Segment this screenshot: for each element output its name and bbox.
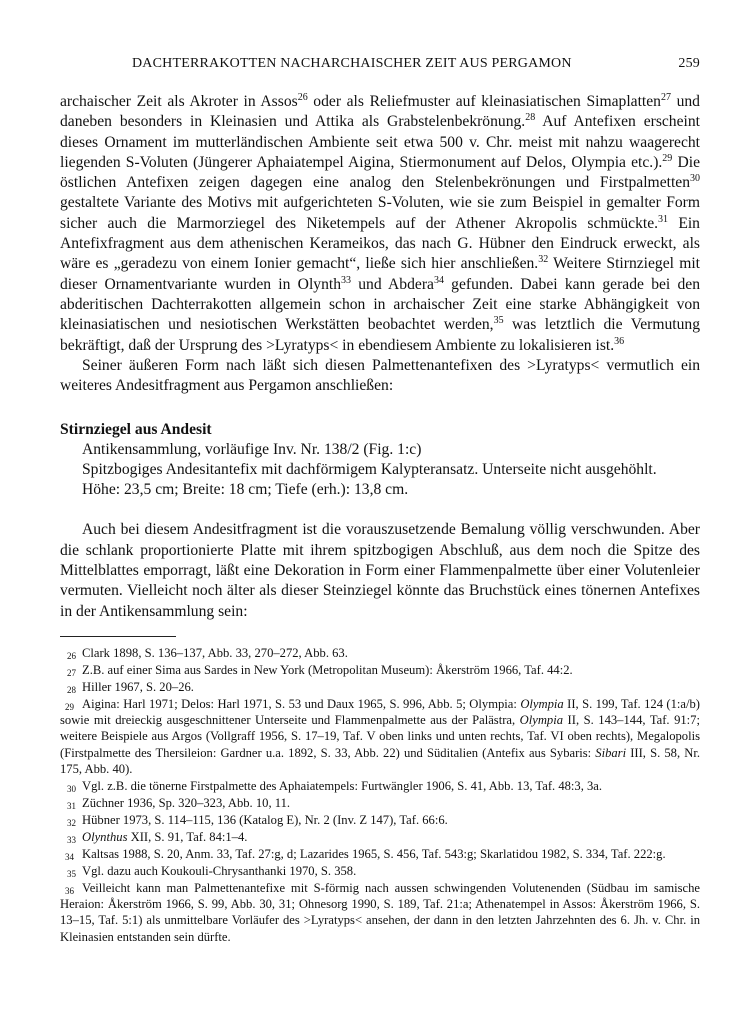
body-paragraphs	[60, 92, 700, 396]
footnote-number: 34	[65, 852, 74, 863]
paragraph-3: Auch bei diesem Andesitfragment ist die vorauszusetzende Bemalung völlig verschwunden. Aber die schlank proportionierte Platte mit ihrem spitzbogigen Abschluß, aus dem noch die Spitze des Mittelblattes emporragt, läßt eine Dekoration in Form einer Flammenpalmette über einer Volutenleier vermuten. Vielleicht noch älter als dieser Steinziegel könnte das Bruchstück eines tönernen Antefixes in der Antikensammlung sein:	[60, 521, 700, 620]
footnote-number: 26	[67, 650, 76, 661]
paragraph-1	[60, 92, 700, 356]
footnote-ref-33[interactable]: 33	[341, 274, 352, 286]
footnote-italic: Olynthus	[82, 829, 128, 844]
footnote-ref-34[interactable]: 34	[433, 274, 444, 286]
footnote-text: Hübner 1973, S. 114–115, 136 (Katalog E), Nr. 2 (Inv. Z 147), Taf. 66:6.	[82, 812, 448, 827]
text-span: gefunden. Dabei kann gerade bei den abderitischen Dachterrakotten allgemein schon in archaischer Zeit eine starke Abhängigkeit von kleinasiatischen und nesiotischen Werkstätten beobachtet werden,	[60, 275, 701, 334]
text-span: Ein Antefixfragment aus dem athenischen Kerameikos, das nach G. Hübner den Eindruck erweckt, als wäre es „geradezu von einem Ionier gemacht“, ließe sich hier anschließen.	[60, 214, 700, 273]
catalog-dimensions: Höhe: 23,5 cm; Breite: 18 cm; Tiefe (erh.): 13,8 cm.	[82, 481, 409, 499]
footnotes	[60, 645, 700, 945]
footnote-number: 31	[67, 800, 76, 811]
footnote-31	[60, 795, 700, 811]
footnote-number: 30	[67, 783, 76, 794]
footnote-text: II, S. 199, Taf. 124 (1:a/b) sowie mit dreieckig ausgeschnittener Unterseite und Flammenpalmette aus der Palästra,	[60, 697, 700, 728]
footnote-divider	[60, 636, 176, 637]
footnote-number: 32	[67, 817, 76, 828]
page	[60, 56, 700, 946]
text-span: was letztlich die Vermutung bekräftigt, daß der Ursprung des >Lyratyps< in ebendiesem Ambiente zu lokalisieren ist.	[60, 316, 700, 354]
footnote-ref-29[interactable]: 29	[662, 152, 673, 164]
footnote-ref-26[interactable]: 26	[297, 92, 308, 103]
footnote-text: Clark 1898, S. 136–137, Abb. 33, 270–272, Abb. 63.	[82, 645, 348, 660]
footnote-ref-27[interactable]: 27	[660, 92, 671, 103]
footnote-number: 35	[67, 869, 76, 880]
footnote-36	[60, 880, 700, 944]
footnote-number: 33	[67, 834, 76, 845]
footnote-ref-30[interactable]: 30	[690, 173, 700, 185]
footnote-32	[60, 812, 700, 828]
footnote-text: Hiller 1967, S. 20–26.	[82, 680, 194, 695]
footnote-number: 28	[67, 685, 76, 696]
text-span: und daneben besonders in Kleinasien und Attika als Grabstelenbekrönung.	[60, 93, 700, 131]
footnote-text: Vgl. z.B. die tönerne Firstpalmette des Aphaiatempels: Furtwängler 1906, S. 41, Abb. 13, Taf. 48:3, 3a.	[82, 778, 603, 793]
footnote-ref-28[interactable]: 28	[525, 112, 536, 124]
footnote-ref-32[interactable]: 32	[538, 254, 549, 266]
footnote-number: 27	[67, 668, 76, 679]
footnote-number: 29	[65, 702, 74, 713]
catalog-inventory: Antikensammlung, vorläufige Inv. Nr. 138/2 (Fig. 1:c)	[82, 441, 422, 459]
footnote-27	[60, 662, 700, 678]
footnote-ref-31[interactable]: 31	[658, 213, 669, 225]
footnote-italic: Olympia	[519, 713, 564, 728]
footnote-text: Vgl. dazu auch Koukouli-Chrysanthanki 1970, S. 358.	[82, 864, 357, 879]
page-number: 259	[678, 56, 700, 71]
footnote-30	[60, 778, 700, 794]
text-span: Die östlichen Antefixen zeigen dagegen eine analog den Stelenbekrönungen und Firstpalmetten	[60, 153, 700, 192]
footnote-text: Veilleicht kann man Palmettenantefixe mit S-förmig nach aussen schwingenden Volutenenden (Südbau im samische Heraion: Åkerström 1966, S. 99, Abb. 30, 31; Ohnesorg 1990, S. 189, Taf. 21:a; Athenatempel in Assos: Åkerström 1966, S. 13–15, Taf. 5:1) als unmittelbare Vorläufer des >Lyratyps< ansehen, der dann in den letzten Jahrzehnten des 6. Jh. v. Chr. in Kleinasien entstanden sein dürfte.	[60, 881, 700, 944]
footnote-text: XII, S. 91, Taf. 84:1–4.	[127, 829, 248, 844]
footnote-text: II, S. 143–144, Taf. 91:7; weitere Beispiele aus Argos (Vollgraff 1956, S. 17–19, Taf. V oben links und unten rechts, Taf. VI oben rechts), Megalopolis (Firstpalmette des Thersileion: Gardner u.a. 1892, S. 33, Abb. 22) und Süditalien (Antefix aus Sybaris:	[60, 713, 700, 760]
footnote-text: Kaltsas 1988, S. 20, Anm. 33, Taf. 27:g, d; Lazarides 1965, S. 456, Taf. 543:g; Skarlatidou 1982, S. 334, Taf. 222:g.	[82, 847, 666, 862]
footnote-ref-35[interactable]: 35	[493, 315, 504, 327]
paragraph-2: Seiner äußeren Form nach läßt sich diesen Palmettenantefixen des >Lyratyps< vermutlich ein weiteres Andesitfragment aus Pergamon anschließen:	[60, 356, 700, 395]
footnote-29	[60, 696, 700, 776]
footnote-26	[60, 645, 700, 661]
running-title: DACHTERRAKOTTEN NACHARCHAISCHER ZEIT AUS PERGAMON	[132, 56, 572, 71]
footnote-italic: Olympia	[520, 697, 564, 712]
footnote-text: Züchner 1936, Sp. 320–323, Abb. 10, 11.	[82, 795, 291, 810]
footnote-text: Aigina: Harl 1971; Delos: Harl 1971, S. 53 und Daux 1965, S. 996, Abb. 5; Olympia:	[82, 697, 521, 712]
running-header	[60, 56, 700, 78]
catalog-entry	[60, 420, 700, 500]
footnote-number: 36	[65, 886, 74, 897]
text-span: oder als Reliefmuster auf kleinasiatischen Simaplatten	[307, 93, 661, 110]
text-span: Weitere Stirnziegel mit dieser Ornamentvariante wurden in Olynth	[60, 255, 700, 293]
catalog-description: Spitzbogiges Andesitantefix mit dachförmigem Kalypteransatz. Unterseite nicht ausgehöhlt.	[82, 461, 657, 479]
footnote-italic: Sibari	[595, 745, 627, 760]
body-paragraphs-2	[60, 520, 700, 621]
footnote-text: III, S. 58, Nr. 175, Abb. 40).	[60, 745, 700, 776]
text-span: gestaltete Variante des Motivs mit aufgerichteten S-Voluten, wie sie zum Beispiel in gemalter Form sicher auch die Marmorziegel des Niketempels auf der Athener Akropolis schmückte.	[60, 194, 700, 232]
footnote-28	[60, 679, 700, 695]
footnote-35	[60, 863, 700, 879]
footnote-ref-36[interactable]: 36	[614, 335, 625, 347]
text-span: Auf Antefixen erscheint dieses Ornament im mutterländischen Ambiente seit etwa 500 v. Chr. meist mit nahzu waagerecht liegenden S-Voluten (Jüngerer Aphaiatempel Aigina, Stiermonument auf Delos, Olympia etc.).	[60, 113, 700, 171]
catalog-heading: Stirnziegel aus Andesit	[60, 421, 212, 439]
footnote-33	[60, 829, 700, 845]
text-span: und Abdera	[351, 275, 434, 293]
footnote-text: Z.B. auf einer Sima aus Sardes in New York (Metropolitan Museum): Åkerström 1966, Taf. 44:2.	[82, 663, 573, 678]
text-span: archaischer Zeit als Akroter in Assos	[60, 93, 298, 110]
footnote-34	[60, 846, 700, 862]
